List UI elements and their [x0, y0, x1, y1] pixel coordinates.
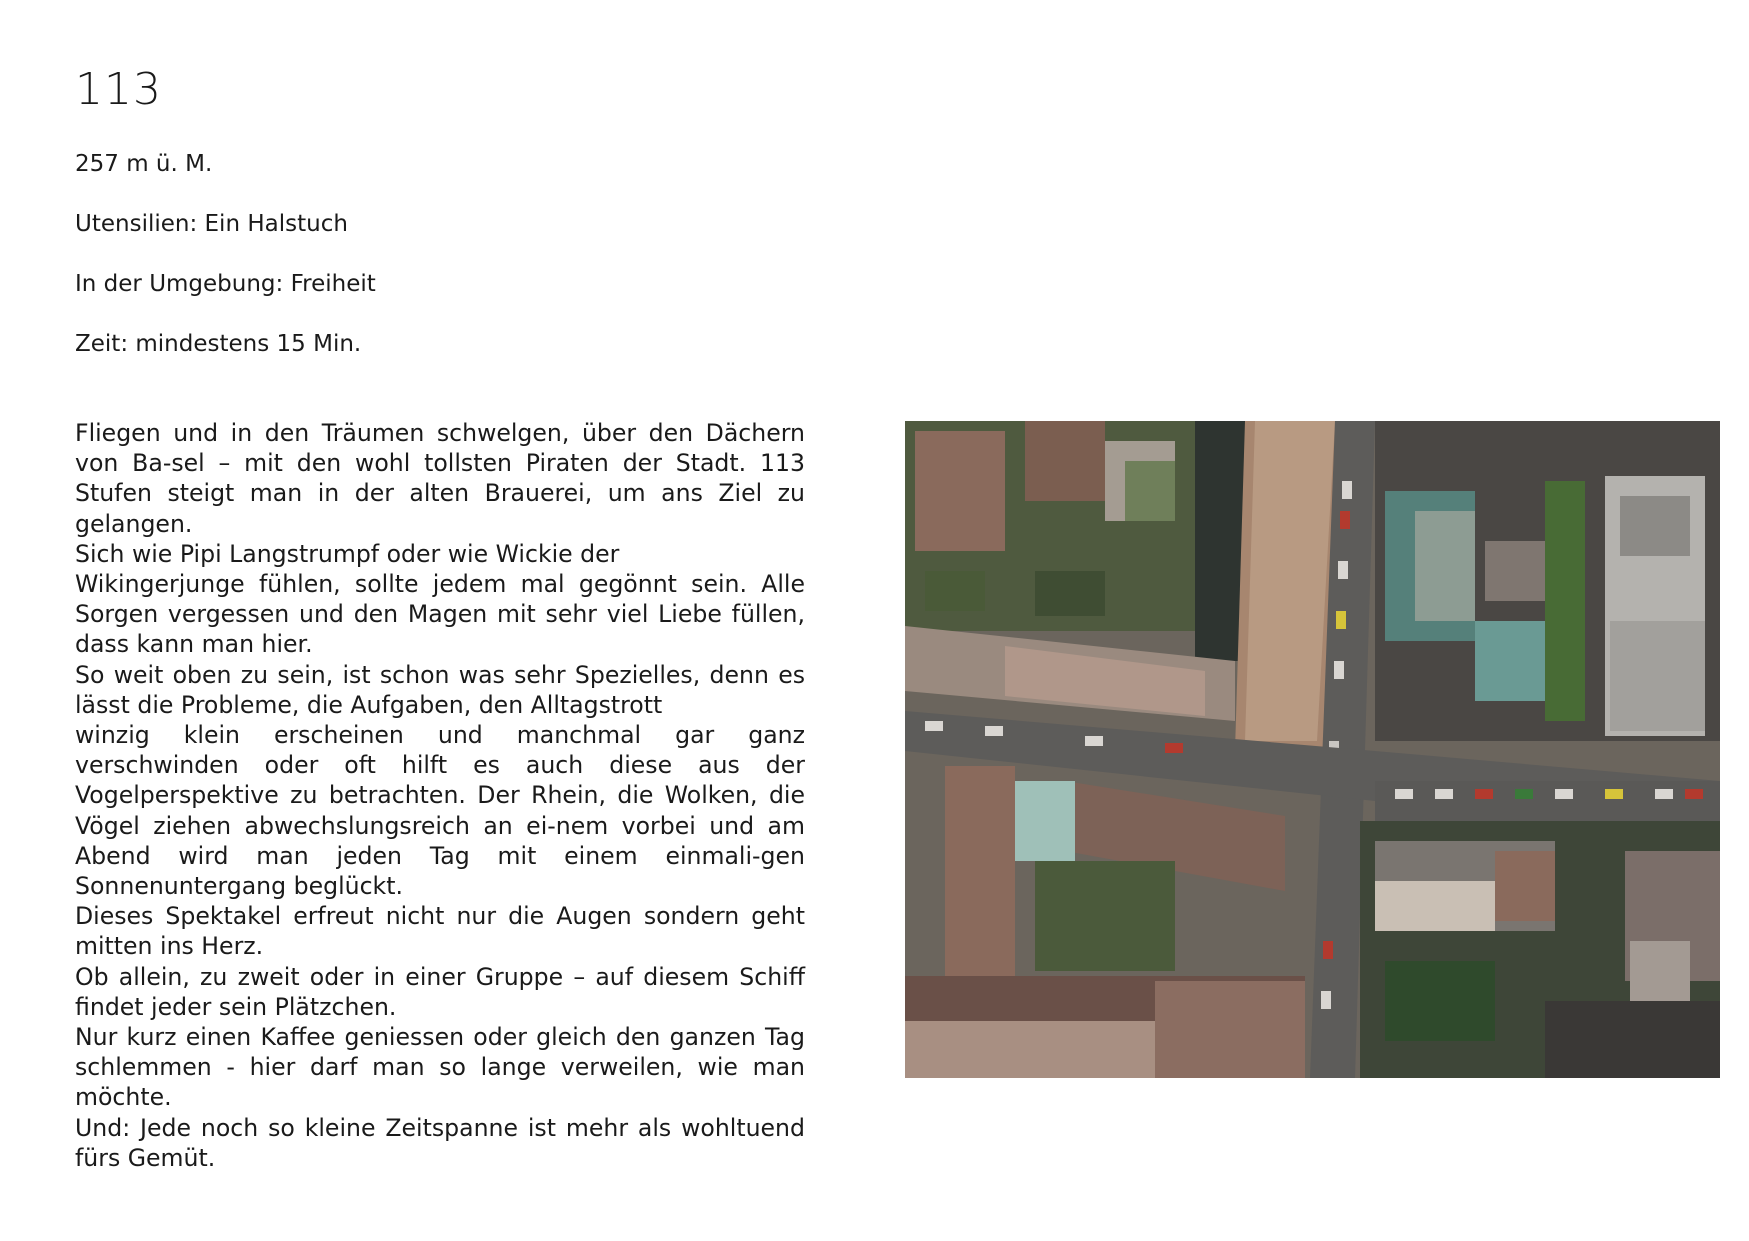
body-paragraph: Ob allein, zu zweit oder in einer Gruppe – auf diesem Schiff findet jeder sein Plätzchen.	[75, 962, 805, 1021]
body-paragraph: winzig klein erscheinen und manchmal gar ganz verschwinden oder oft hilft es auch diese aus der Vogelperspektive zu betrachten. Der Rhein, die Wolken, die Vögel ziehen abwechslungsreich an ei-nem vorbei und am Abend wird man jeden Tag mit einem einmali-gen Sonnenuntergang beglückt.	[75, 721, 805, 901]
body-paragraph: Und: Jede noch so kleine Zeitspanne ist mehr als wohltuend fürs Gemüt.	[75, 1113, 805, 1172]
aerial-photo	[905, 421, 1720, 1078]
utensils-line: Utensilien: Ein Halstuch	[75, 211, 348, 237]
body-text	[75, 418, 805, 1173]
body-paragraph: Sich wie Pipi Langstrumpf oder wie Wickie der	[75, 539, 620, 568]
surroundings-line: In der Umgebung: Freiheit	[75, 271, 376, 297]
body-paragraph: Wikingerjunge fühlen, sollte jedem mal gegönnt sein. Alle Sorgen vergessen und den Magen mit sehr viel Liebe füllen, dass kann man hier.	[75, 570, 805, 659]
meta-block	[75, 150, 376, 390]
altitude-line: 257 m ü. M.	[75, 151, 213, 177]
time-line: Zeit: mindestens 15 Min.	[75, 331, 362, 357]
body-paragraph: So weit oben zu sein, ist schon was sehr Spezielles, denn es lässt die Probleme, die Aufgaben, den Alltagstrott	[75, 660, 805, 719]
body-paragraph: Dieses Spektakel erfreut nicht nur die Augen sondern geht mitten ins Herz.	[75, 902, 805, 961]
body-paragraph: Nur kurz einen Kaffee geniessen oder gleich den ganzen Tag schlemmen - hier darf man so lange verweilen, wie man möchte.	[75, 1023, 805, 1112]
body-paragraph: Fliegen und in den Träumen schwelgen, über den Dächern von Ba-sel – mit den wohl tollsten Piraten der Stadt. 113 Stufen steigt man in der alten Brauerei, um ans Ziel zu gelangen.	[75, 419, 805, 538]
page-number: 113	[75, 64, 162, 115]
